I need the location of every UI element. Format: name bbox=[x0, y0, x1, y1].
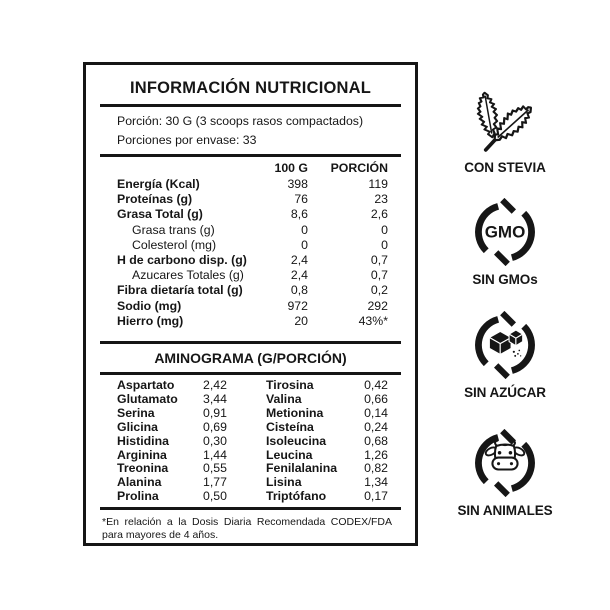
badge-sin-azucar bbox=[437, 311, 573, 400]
cow-face bbox=[484, 441, 525, 470]
aminogram-table bbox=[117, 379, 388, 504]
aminogram-row: Alanina 1,77 Lisina 1,34 bbox=[117, 475, 388, 490]
sugar-cubes bbox=[489, 330, 522, 354]
badge-label: SIN AZÚCAR bbox=[464, 385, 546, 400]
spacer bbox=[117, 161, 246, 176]
badge-label: SIN ANIMALES bbox=[457, 503, 553, 518]
divider bbox=[100, 104, 401, 107]
badge-label: CON STEVIA bbox=[464, 160, 546, 175]
table-row: Hierro (mg) 20 43%* bbox=[117, 313, 388, 328]
aminogram-row: Histidina 0,30 Isoleucina 0,68 bbox=[117, 433, 388, 448]
aminogram-row: Serina 0,91 Metionina 0,14 bbox=[117, 405, 388, 420]
column-per-100g: 100 G bbox=[274, 161, 308, 175]
table-header bbox=[117, 161, 388, 176]
aminogram-row: Aspartato 2,42 Tirosina 0,42 bbox=[117, 378, 388, 393]
divider bbox=[100, 507, 401, 510]
serving-size: Porción: 30 G (3 scoops rasos compactados) bbox=[117, 114, 364, 128]
table-row: Fibra dietaría total (g) 0,8 0,2 bbox=[117, 283, 388, 298]
divider bbox=[100, 372, 401, 375]
gmo-icon-text: GMO bbox=[484, 222, 526, 242]
nutrition-label bbox=[83, 62, 418, 546]
table-row: H de carbono disp. (g) 2,4 0,7 bbox=[117, 253, 388, 268]
aminogram-row: Prolina 0,50 Triptófano 0,17 bbox=[117, 489, 388, 504]
table-row: Azucares Totales (g) 2,4 0,7 bbox=[132, 268, 388, 283]
column-portion: PORCIÓN bbox=[330, 161, 388, 175]
no-sugar-icon bbox=[471, 311, 539, 379]
aminogram-row: Glicina 0,69 Cisteína 0,24 bbox=[117, 419, 388, 434]
label-title: INFORMACIÓN NUTRICIONAL bbox=[129, 79, 372, 97]
badge-sin-animales bbox=[437, 429, 573, 518]
aminogram-title: AMINOGRAMA (G/PORCIÓN) bbox=[154, 350, 347, 367]
serving-info bbox=[117, 112, 400, 150]
table-row: Grasa Total (g) 8,6 2,6 bbox=[117, 207, 388, 222]
table-row: Grasa trans (g) 0 0 bbox=[132, 222, 388, 237]
no-animals-icon bbox=[471, 429, 539, 497]
table-row: Colesterol (mg) 0 0 bbox=[132, 237, 388, 252]
badge-label: SIN GMOs bbox=[472, 272, 538, 287]
no-gmo-icon bbox=[471, 198, 539, 266]
aminogram-row: Glutamato 3,44 Valina 0,66 bbox=[117, 391, 388, 406]
aminogram-row: Treonina 0,55 Fenilalanina 0,82 bbox=[117, 461, 388, 476]
servings-per-container: Porciones por envase: 33 bbox=[117, 133, 257, 147]
badge-sin-gmos bbox=[437, 198, 573, 287]
divider bbox=[100, 341, 401, 344]
table-row: Proteínas (g) 76 23 bbox=[117, 192, 388, 207]
footnote: *En relación a la Dosis Diaria Recomendada CODEX/FDA para mayores de 4 años. bbox=[102, 516, 392, 542]
divider bbox=[100, 154, 401, 157]
table-row: Energía (Kcal) 398 119 bbox=[117, 177, 388, 191]
table-row: Sodio (mg) 972 292 bbox=[117, 298, 388, 313]
badge-con-stevia bbox=[437, 84, 573, 175]
stevia-leaves-icon bbox=[468, 84, 542, 158]
aminogram-row: Arginina 1,44 Leucina 1,26 bbox=[117, 447, 388, 462]
